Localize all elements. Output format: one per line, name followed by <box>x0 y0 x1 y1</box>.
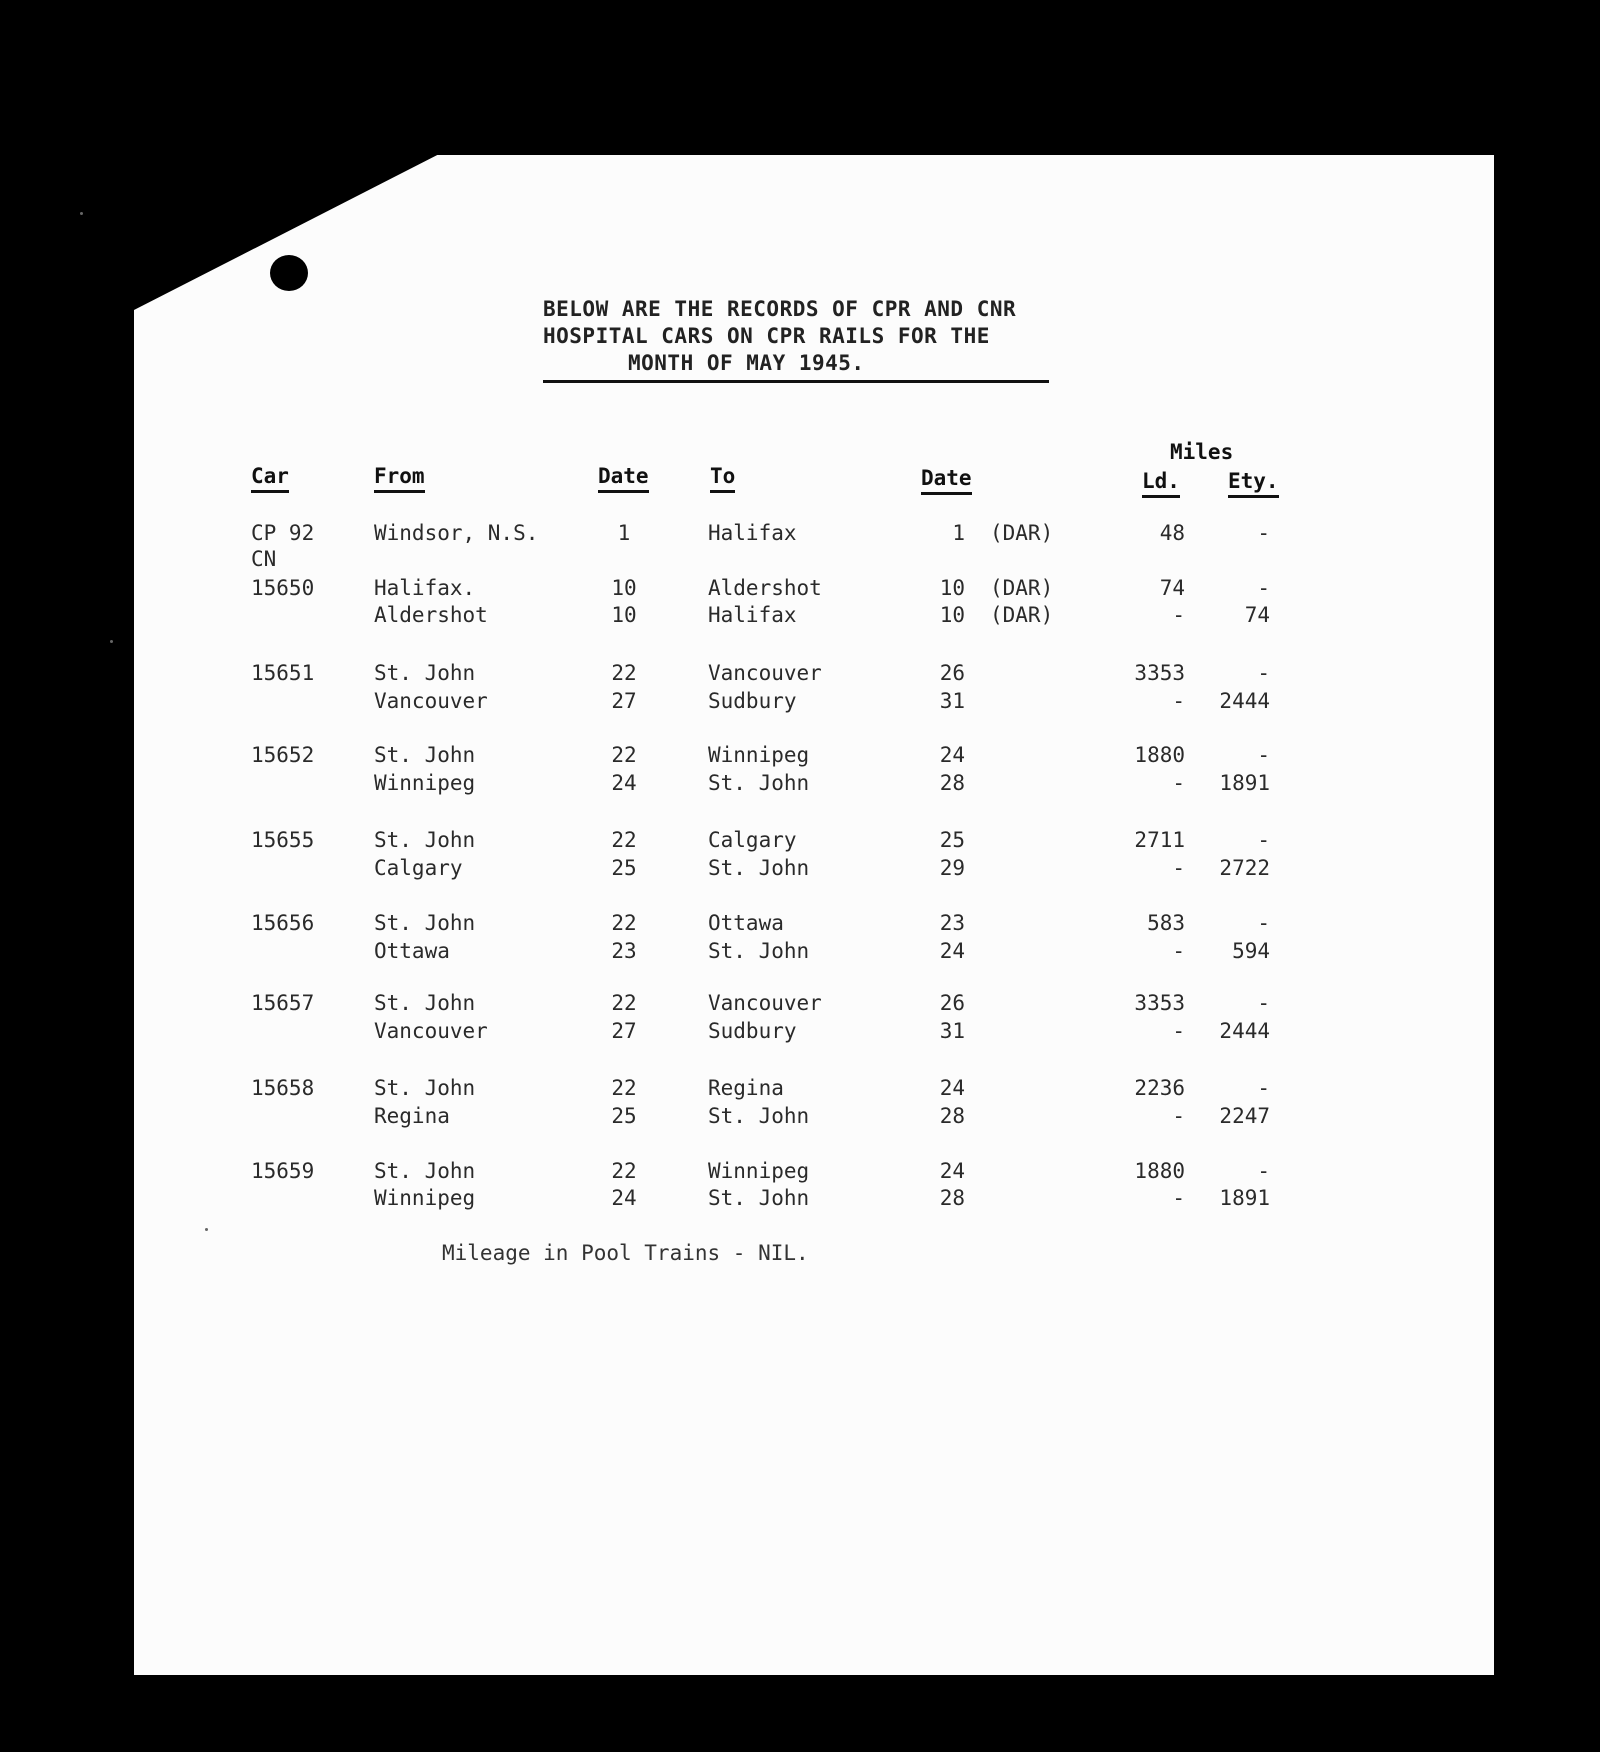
cell-from: Winnipeg <box>374 1186 476 1210</box>
cell-to: Aldershot <box>708 576 822 600</box>
cell-to: Regina <box>708 1076 784 1100</box>
cell-date-from: 27 <box>611 689 637 713</box>
cell-from: St. John <box>374 828 476 852</box>
cell-empty: 594 <box>1232 939 1270 963</box>
cell-loaded: - <box>1172 603 1185 627</box>
cell-loaded: 2236 <box>1134 1076 1185 1100</box>
cell-from: St. John <box>374 1159 476 1183</box>
cell-from: Vancouver <box>374 1019 488 1043</box>
cell-car: 15652 <box>251 743 315 767</box>
cell-empty: - <box>1257 828 1270 852</box>
cell-note: (DAR) <box>990 603 1054 627</box>
cell-loaded: - <box>1172 939 1185 963</box>
cell-date-from: 22 <box>611 1159 637 1183</box>
cell-loaded: - <box>1172 856 1185 880</box>
cell-from: St. John <box>374 911 476 935</box>
cell-date-from: 25 <box>611 856 637 880</box>
cell-note: (DAR) <box>990 521 1054 545</box>
cell-date-from: 24 <box>611 1186 637 1210</box>
cell-date-to: 26 <box>939 661 965 685</box>
cell-from: St. John <box>374 743 476 767</box>
cell-loaded: 583 <box>1147 911 1185 935</box>
cell-date-from: 22 <box>611 1076 637 1100</box>
cell-to: Ottawa <box>708 911 784 935</box>
cell-date-from: 22 <box>611 743 637 767</box>
document-page <box>134 155 1494 1675</box>
cell-date-to: 29 <box>939 856 965 880</box>
heading-line-3: MONTH OF MAY 1945. <box>628 351 865 375</box>
heading-line-1: BELOW ARE THE RECORDS OF CPR AND CNR <box>543 297 1017 321</box>
cell-from: Regina <box>374 1104 450 1128</box>
cell-loaded: 1880 <box>1134 1159 1185 1183</box>
cell-date-to: 28 <box>939 771 965 795</box>
cell-loaded: - <box>1172 689 1185 713</box>
cell-loaded: - <box>1172 1104 1185 1128</box>
footer-note: Mileage in Pool Trains - NIL. <box>442 1241 809 1265</box>
cell-car: CN <box>251 547 277 571</box>
cell-car: 15658 <box>251 1076 315 1100</box>
cell-from: Aldershot <box>374 603 488 627</box>
cell-loaded: - <box>1172 771 1185 795</box>
cell-empty: 2247 <box>1219 1104 1270 1128</box>
cell-date-from: 10 <box>611 576 637 600</box>
cell-date-from: 1 <box>617 521 631 545</box>
cell-to: Vancouver <box>708 991 822 1015</box>
cell-empty: 74 <box>1244 603 1270 627</box>
cell-empty: - <box>1257 991 1270 1015</box>
cell-to: Winnipeg <box>708 743 810 767</box>
dust-speck <box>80 212 83 215</box>
cell-from: Vancouver <box>374 689 488 713</box>
cell-to: Vancouver <box>708 661 822 685</box>
cell-date-to: 25 <box>939 828 965 852</box>
cell-date-to: 28 <box>939 1104 965 1128</box>
column-header-date-to: Date <box>921 465 972 495</box>
cell-to: St. John <box>708 771 810 795</box>
column-header-car: Car <box>251 463 289 493</box>
cell-to: Halifax <box>708 521 797 545</box>
cell-empty: - <box>1257 1076 1270 1100</box>
cell-empty: - <box>1257 743 1270 767</box>
cell-from: Calgary <box>374 856 463 880</box>
cell-loaded: - <box>1172 1019 1185 1043</box>
cell-empty: 2444 <box>1219 689 1270 713</box>
cell-date-from: 10 <box>611 603 637 627</box>
cell-date-to: 1 <box>952 521 965 545</box>
cell-date-to: 26 <box>939 991 965 1015</box>
cell-to: St. John <box>708 939 810 963</box>
cell-date-to: 24 <box>939 743 965 767</box>
dust-speck <box>110 640 113 643</box>
cell-to: St. John <box>708 856 810 880</box>
punch-hole <box>270 255 308 291</box>
cell-from: Ottawa <box>374 939 450 963</box>
column-header-loaded: Ld. <box>1142 468 1180 498</box>
cell-to: Sudbury <box>708 1019 797 1043</box>
cell-note: (DAR) <box>990 576 1054 600</box>
cell-empty: 1891 <box>1219 1186 1270 1210</box>
dust-speck <box>205 1228 208 1231</box>
cell-car: 15659 <box>251 1159 315 1183</box>
cell-loaded: 1880 <box>1134 743 1185 767</box>
column-header-empty: Ety. <box>1228 468 1279 498</box>
cell-loaded: 3353 <box>1134 991 1185 1015</box>
column-header-from: From <box>374 463 425 493</box>
cell-car: 15657 <box>251 991 315 1015</box>
cell-date-to: 10 <box>939 603 965 627</box>
cell-empty: - <box>1257 576 1270 600</box>
document-heading <box>543 296 1049 377</box>
cell-date-to: 24 <box>939 1159 965 1183</box>
cell-loaded: 74 <box>1159 576 1185 600</box>
cell-empty: - <box>1257 661 1270 685</box>
cell-date-to: 31 <box>939 689 965 713</box>
cell-date-to: 31 <box>939 1019 965 1043</box>
cell-loaded: - <box>1172 1186 1185 1210</box>
cell-date-from: 27 <box>611 1019 637 1043</box>
cell-empty: 2722 <box>1219 856 1270 880</box>
cell-from: Halifax. <box>374 576 476 600</box>
cell-to: St. John <box>708 1104 810 1128</box>
cell-from: St. John <box>374 661 476 685</box>
cell-date-to: 10 <box>939 576 965 600</box>
column-header-date-from: Date <box>598 463 649 493</box>
column-header-to: To <box>710 463 735 493</box>
cell-loaded: 48 <box>1159 521 1185 545</box>
cell-date-from: 25 <box>611 1104 637 1128</box>
cell-to: Halifax <box>708 603 797 627</box>
cell-loaded: 2711 <box>1134 828 1185 852</box>
cell-car: 15651 <box>251 661 315 685</box>
cell-date-to: 28 <box>939 1186 965 1210</box>
cell-from: St. John <box>374 991 476 1015</box>
cell-date-from: 23 <box>611 939 637 963</box>
cell-loaded: 3353 <box>1134 661 1185 685</box>
cell-date-to: 24 <box>939 1076 965 1100</box>
cell-date-from: 22 <box>611 991 637 1015</box>
cell-date-from: 22 <box>611 828 637 852</box>
heading-underline <box>543 380 1049 383</box>
cell-to: Sudbury <box>708 689 797 713</box>
cell-car: 15650 <box>251 576 315 600</box>
cell-car: 15655 <box>251 828 315 852</box>
cell-empty: - <box>1257 911 1270 935</box>
cell-from: St. John <box>374 1076 476 1100</box>
cell-empty: - <box>1257 1159 1270 1183</box>
cell-date-from: 24 <box>611 771 637 795</box>
cell-car: 15656 <box>251 911 315 935</box>
cell-to: Winnipeg <box>708 1159 810 1183</box>
heading-line-2: HOSPITAL CARS ON CPR RAILS FOR THE <box>543 324 990 348</box>
cell-empty: - <box>1257 521 1270 545</box>
cell-car: CP 92 <box>251 521 315 545</box>
cell-date-to: 24 <box>939 939 965 963</box>
cell-empty: 1891 <box>1219 771 1270 795</box>
cell-date-to: 23 <box>939 911 965 935</box>
cell-from: Winnipeg <box>374 771 476 795</box>
cell-empty: 2444 <box>1219 1019 1270 1043</box>
cell-from: Windsor, N.S. <box>374 521 539 545</box>
cell-date-from: 22 <box>611 661 637 685</box>
cell-to: Calgary <box>708 828 797 852</box>
column-header-miles: Miles <box>1170 440 1234 464</box>
cell-date-from: 22 <box>611 911 637 935</box>
cell-to: St. John <box>708 1186 810 1210</box>
